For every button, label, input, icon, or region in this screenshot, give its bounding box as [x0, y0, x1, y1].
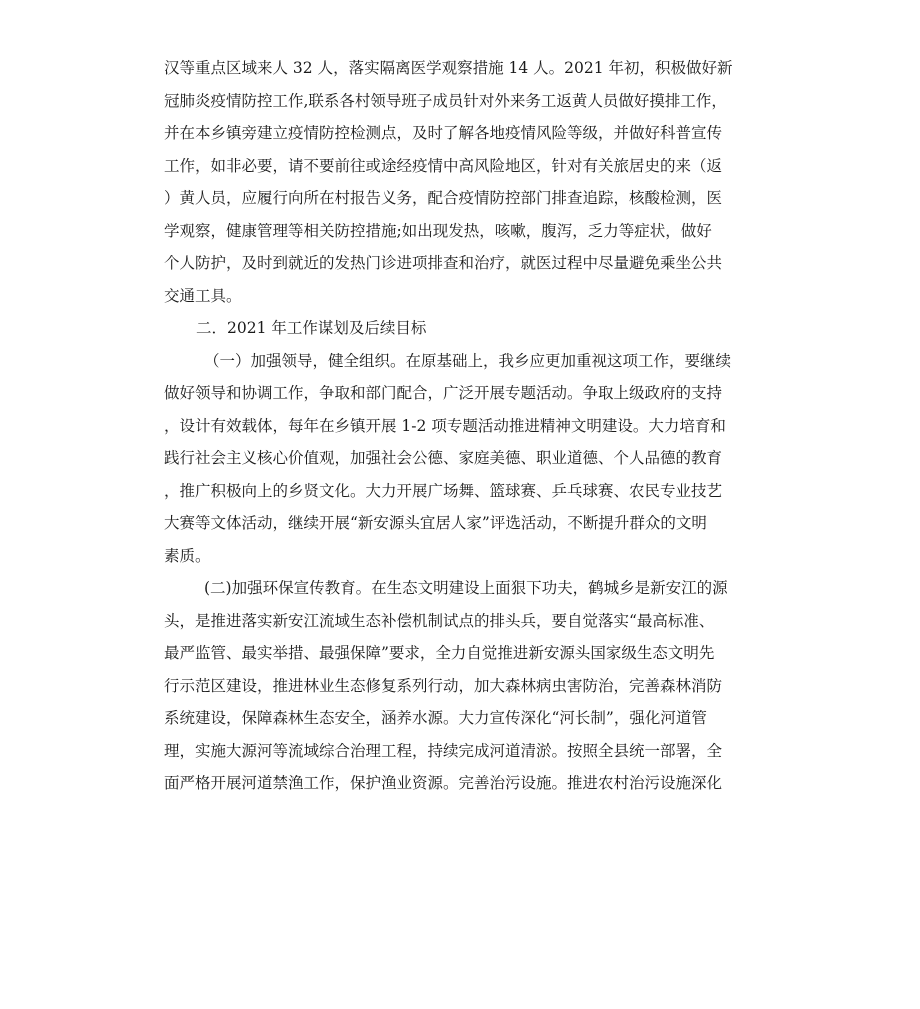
text-line: ，推广积极向上的乡贤文化。大力开展广场舞、篮球赛、乒乓球赛、农民专业技艺 [164, 481, 723, 500]
text-line: 学观察，健康管理等相关防控措施;如出现发热，咳嗽，腹泻，乏力等症状，做好 [164, 221, 712, 240]
section-heading: 二．2021 年工作谋划及后续目标 [196, 319, 427, 337]
paragraph-epidemic-prevention [164, 52, 758, 312]
text-line: 大赛等文体活动，继续开展“新安源头宜居人家”评选活动，不断提升群众的文明 [164, 514, 707, 532]
text-line: 践行社会主义核心价值观，加强社会公德、家庭美德、职业道德、个人品德的教育 [164, 449, 723, 467]
text-line: ）黄人员，应履行向所在村报告义务，配合疫情防控部门排查追踪，核酸检测，医 [164, 189, 723, 207]
text-line: 冠肺炎疫情防控工作,联系各村领导班子成员针对外来务工返黄人员做好摸排工作， [164, 91, 727, 110]
text-line: 交通工具。 [164, 286, 242, 305]
text-line: 素质。 [164, 546, 211, 565]
text-line: 面严格开展河道禁渔工作，保护渔业资源。完善治污设施。推进农村治污设施深化 [164, 774, 723, 792]
paragraph-leadership [164, 345, 758, 573]
paragraph-environmental-education [164, 572, 758, 800]
section-heading-2021-plan [164, 312, 758, 345]
text-line: 个人防护，及时到就近的发热门诊进项排查和治疗，就医过程中尽量避免乘坐公共 [164, 254, 723, 272]
text-line: 理，实施大源河等流域综合治理工程，持续完成河道清淤。按照全县统一部署，全 [164, 741, 723, 760]
text-line: ，设计有效载体，每年在乡镇开展 1-2 项专题活动推进精神文明建设。大力培育和 [164, 416, 726, 435]
text-line: 工作，如非必要，请不要前往或途经疫情中高风险地区，针对有关旅居史的来（返 [164, 156, 723, 175]
text-line: 做好领导和协调工作，争取和部门配合，广泛开展专题活动。争取上级政府的支持 [164, 384, 723, 402]
text-line: 并在本乡镇旁建立疫情防控检测点，及时了解各地疫情风险等级，并做好科普宣传 [164, 124, 723, 142]
text-line: 行示范区建设，推进林业生态修复系列行动，加大森林病虫害防治，完善森林消防 [164, 676, 723, 695]
text-line: 头，是推进落实新安江流域生态补偿机制试点的排头兵，要自觉落实“最高标准、 [164, 611, 715, 630]
text-line: 最严监管、最实举措、最强保障”要求，全力自觉推进新安源头国家级生态文明先 [164, 644, 715, 662]
text-line: 系统建设，保障森林生态安全，涵养水源。大力宣传深化“河长制”，强化河道管 [164, 709, 707, 727]
text-line: （一）加强领导，健全组织。在原基础上，我乡应更加重视这项工作，要继续 [204, 351, 732, 370]
document-body [164, 52, 758, 800]
text-line: 汉等重点区域来人 32 人，落实隔离医学观察措施 14 人。2021 年初，积极做好新 [164, 59, 733, 77]
text-line: (二)加强环保宣传教育。在生态文明建设上面狠下功夫，鹤城乡是新安江的源 [204, 579, 728, 597]
